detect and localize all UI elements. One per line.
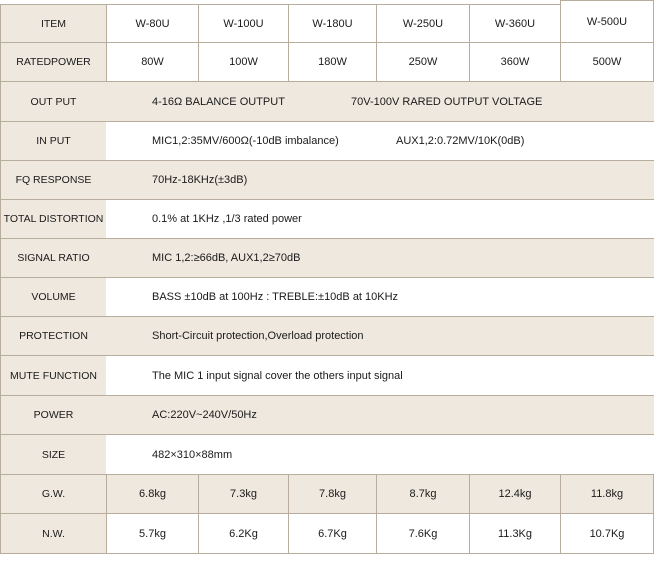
net-weight-value: 7.6Kg [376,513,470,554]
input-mic: MIC1,2:35MV/600Ω(-10dB imbalance) [152,135,339,147]
gross-weight-value: 7.8kg [288,474,377,514]
output-balance: 4-16Ω BALANCE OUTPUT [152,95,285,108]
rated-power-value: 500W [560,42,654,82]
volume-label: VOLUME [0,277,107,317]
model-w250u: W-250U [376,4,470,43]
mute-function-label: MUTE FUNCTION [0,355,107,396]
rated-power-value: 80W [106,42,199,82]
total-distortion-value: 0.1% at 1KHz ,1/3 rated power [106,199,654,239]
signal-ratio-label: SIGNAL RATIO [0,238,107,278]
net-weight-value: 10.7Kg [560,513,654,554]
model-w80u: W-80U [106,4,199,43]
gross-weight-value: 6.8kg [106,474,199,514]
volume-value: BASS ±10dB at 100Hz : TREBLE:±10dB at 10KHz [106,277,654,317]
gross-weight-value: 12.4kg [469,474,561,514]
model-w360u: W-360U [469,4,561,43]
net-weight-value: 6.2Kg [198,513,289,554]
fq-response-value: 70Hz-18KHz(±3dB) [106,160,654,200]
total-distortion-label: TOTAL DISTORTION [0,199,107,239]
power-label: POWER [0,395,107,435]
fq-response-label: FQ RESPONSE [0,160,107,200]
signal-ratio-value: MIC 1,2:≥66dB, AUX1,2≥70dB [106,238,654,278]
gross-weight-value: 7.3kg [198,474,289,514]
mute-function-value: The MIC 1 input signal cover the others input signal [106,355,654,396]
rated-power-value: 250W [376,42,470,82]
model-w100u: W-100U [198,4,289,43]
net-weight-value: 11.3Kg [469,513,561,554]
net-weight-value: 6.7Kg [288,513,377,554]
rated-power-label: RATEDPOWER [0,42,107,82]
net-weight-value: 5.7kg [106,513,199,554]
output-voltage: 70V-100V RARED OUTPUT VOLTAGE [351,95,543,108]
input-aux: AUX1,2:0.72MV/10K(0dB) [396,135,525,147]
gross-weight-label: G.W. [0,474,107,514]
rated-power-value: 100W [198,42,289,82]
size-label: SIZE [0,434,107,475]
item-header: ITEM [0,4,107,43]
gross-weight-value: 8.7kg [376,474,470,514]
net-weight-label: N.W. [0,513,107,554]
input-label: IN PUT [0,121,107,161]
output-row [106,81,654,122]
gross-weight-value: 11.8kg [560,474,654,514]
protection-label: PROTECTION [0,316,107,356]
rated-power-value: 180W [288,42,377,82]
model-w500u: W-500U [560,0,654,43]
size-value: 482×310×88mm [106,434,654,475]
input-row [106,121,654,161]
rated-power-value: 360W [469,42,561,82]
power-value: AC:220V~240V/50Hz [106,395,654,435]
protection-value: Short-Circuit protection,Overload protection [106,316,654,356]
output-label: OUT PUT [0,81,107,122]
model-w180u: W-180U [288,4,377,43]
